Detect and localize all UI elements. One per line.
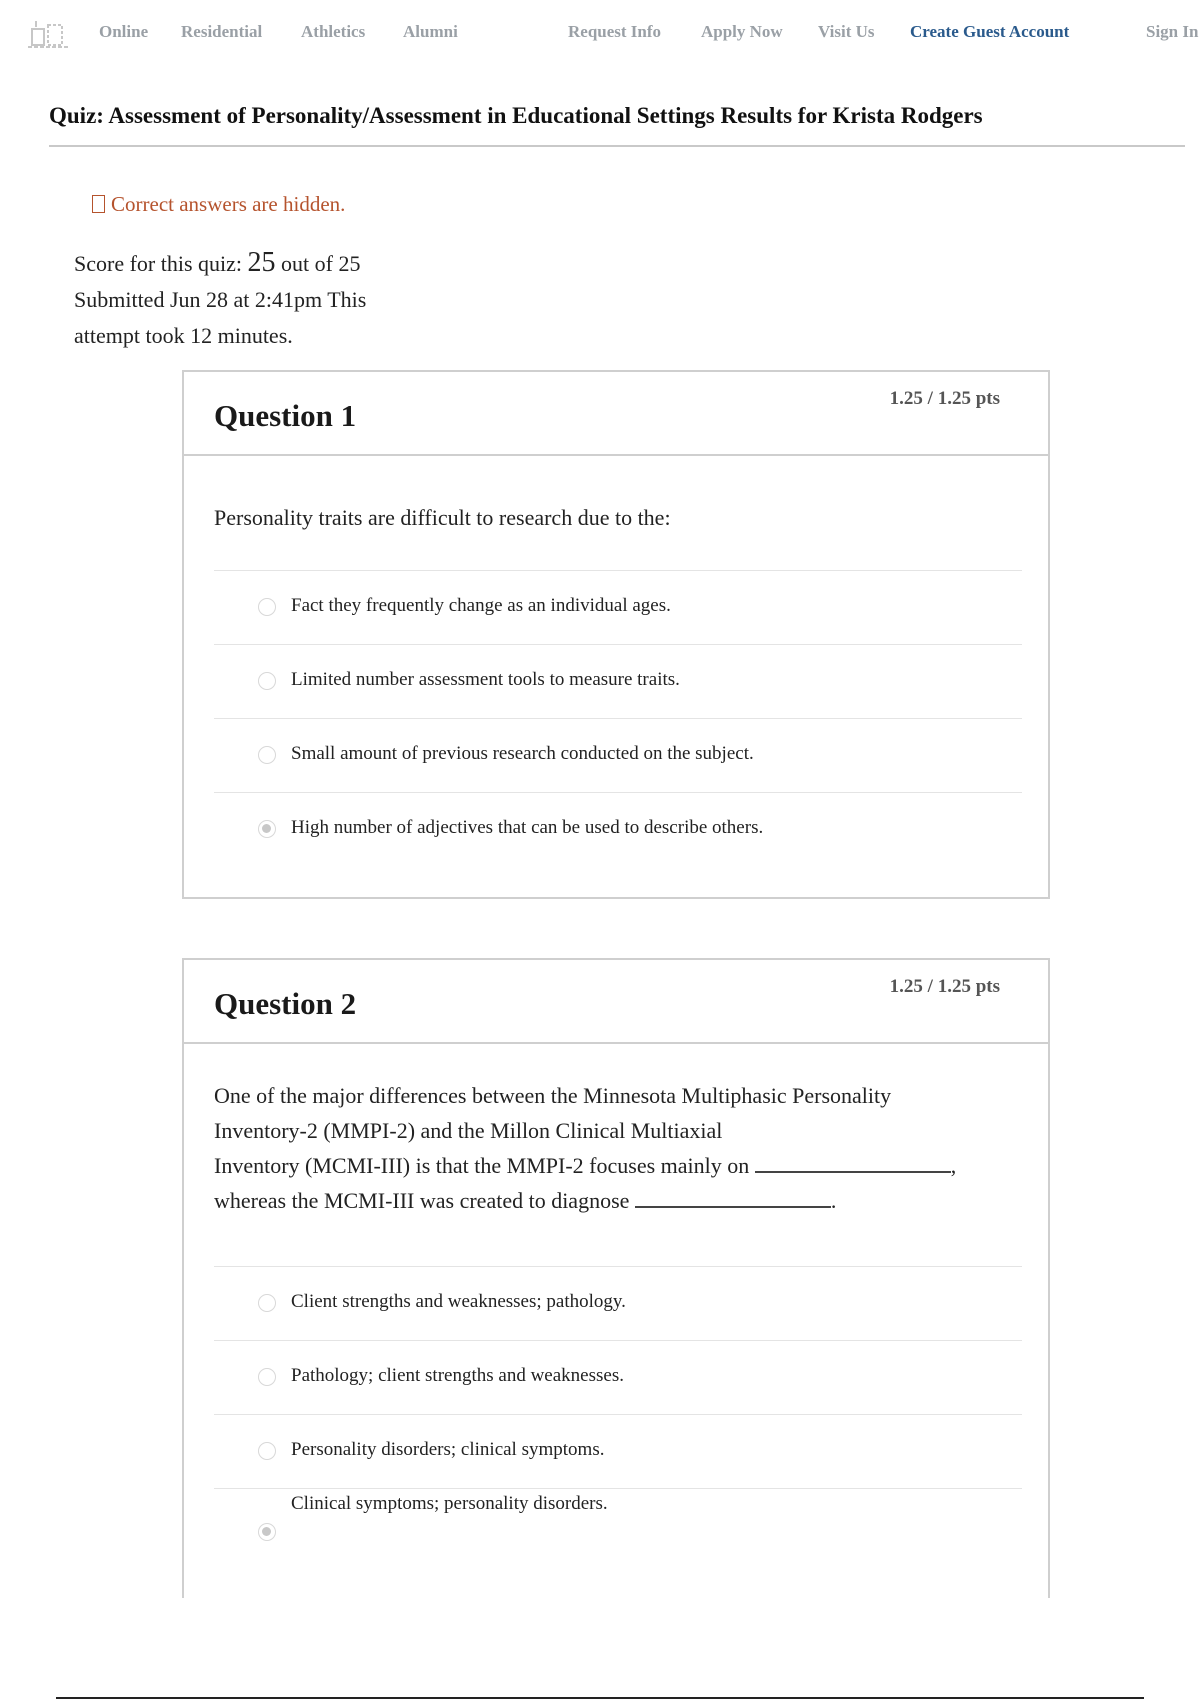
answer-option[interactable] <box>214 1488 1022 1562</box>
answer-option[interactable] <box>214 1414 1022 1488</box>
radio-button[interactable] <box>258 1368 276 1386</box>
radio-button[interactable] <box>258 746 276 764</box>
footer-divider <box>56 1697 1144 1699</box>
question-text-fragment: whereas the MCMI-III was created to diagnose <box>214 1188 630 1213</box>
radio-button[interactable] <box>258 672 276 690</box>
radio-button[interactable] <box>258 1442 276 1460</box>
answer-label: Limited number assessment tools to measure traits. <box>291 669 680 690</box>
nav-link-alumni[interactable]: Alumni <box>403 22 458 41</box>
nav-link-apply-now[interactable]: Apply Now <box>701 22 783 41</box>
question-card <box>182 370 1050 899</box>
question-card <box>182 958 1050 1598</box>
fill-in-blank <box>755 1151 951 1173</box>
answer-label: Fact they frequently change as an individual ages. <box>291 595 671 616</box>
notice-icon <box>92 195 105 213</box>
answer-option[interactable] <box>214 644 1022 718</box>
score-value: 25 <box>247 247 276 278</box>
answer-label: High number of adjectives that can be used to describe others. <box>291 817 764 838</box>
radio-button[interactable] <box>258 1294 276 1312</box>
question-text-fragment: Inventory (MCMI-III) is that the MMPI-2 focuses mainly on <box>214 1153 750 1178</box>
question-points: 1.25 / 1.25 pts <box>889 976 1000 997</box>
answer-option[interactable] <box>214 1340 1022 1414</box>
nav-link-visit-us[interactable]: Visit Us <box>818 22 875 41</box>
question-text-line: Inventory-2 (MMPI-2) and the Millon Clinical Multiaxial <box>214 1118 723 1143</box>
page-title: Quiz: Assessment of Personality/Assessment in Educational Settings Results for Krista Rodgers <box>49 103 983 128</box>
top-navigation <box>0 0 1200 66</box>
answer-label: Small amount of previous research conducted on the subject. <box>291 743 754 764</box>
nav-link-athletics[interactable]: Athletics <box>301 22 366 41</box>
score-prefix: Score for this quiz: <box>74 251 243 276</box>
nav-link-online[interactable]: Online <box>99 22 149 41</box>
answer-label: Client strengths and weaknesses; pathology. <box>291 1291 626 1312</box>
answer-list <box>214 1266 1022 1562</box>
answer-list <box>214 570 1022 866</box>
quiz-summary <box>74 245 366 354</box>
question-header <box>184 372 1048 456</box>
fill-in-blank <box>635 1186 831 1208</box>
answer-option[interactable] <box>214 570 1022 644</box>
answer-label: Pathology; client strengths and weaknesses. <box>291 1365 624 1386</box>
answer-label: Clinical symptoms; personality disorders. <box>291 1493 608 1514</box>
question-text-punct: , <box>950 1153 957 1178</box>
answer-option[interactable] <box>214 792 1022 866</box>
score-suffix: out of 25 <box>281 251 361 276</box>
answer-label: Personality disorders; clinical symptoms. <box>291 1439 605 1460</box>
attempt-line: attempt took 12 minutes. <box>74 323 293 348</box>
nav-link-create-guest-account[interactable]: Create Guest Account <box>910 22 1070 41</box>
radio-button[interactable] <box>258 598 276 616</box>
title-divider <box>49 145 1185 147</box>
question-header <box>184 960 1048 1044</box>
answer-option[interactable] <box>214 1266 1022 1340</box>
radio-button[interactable] <box>258 820 276 838</box>
question-text-line <box>214 1148 994 1183</box>
nav-link-request-info[interactable]: Request Info <box>568 22 662 41</box>
question-text-punct: . <box>830 1188 837 1213</box>
question-points: 1.25 / 1.25 pts <box>889 388 1000 409</box>
answer-option[interactable] <box>214 718 1022 792</box>
radio-button[interactable] <box>258 1523 276 1541</box>
question-text: Personality traits are difficult to research due to the: <box>214 505 671 530</box>
question-title: Question 2 <box>214 986 357 1021</box>
question-text-line: One of the major differences between the Minnesota Multiphasic Personality <box>214 1083 892 1108</box>
question-text <box>214 1078 994 1218</box>
nav-link-residential[interactable]: Residential <box>181 22 263 41</box>
question-text-line <box>214 1183 994 1218</box>
university-logo-icon[interactable] <box>26 17 70 51</box>
submitted-line: Submitted Jun 28 at 2:41pm This <box>74 287 367 312</box>
score-line <box>74 245 366 282</box>
nav-link-sign-in[interactable]: Sign In <box>1146 22 1199 41</box>
correct-answers-notice <box>92 192 345 217</box>
question-title: Question 1 <box>214 398 357 433</box>
notice-text: Correct answers are hidden. <box>111 192 346 216</box>
